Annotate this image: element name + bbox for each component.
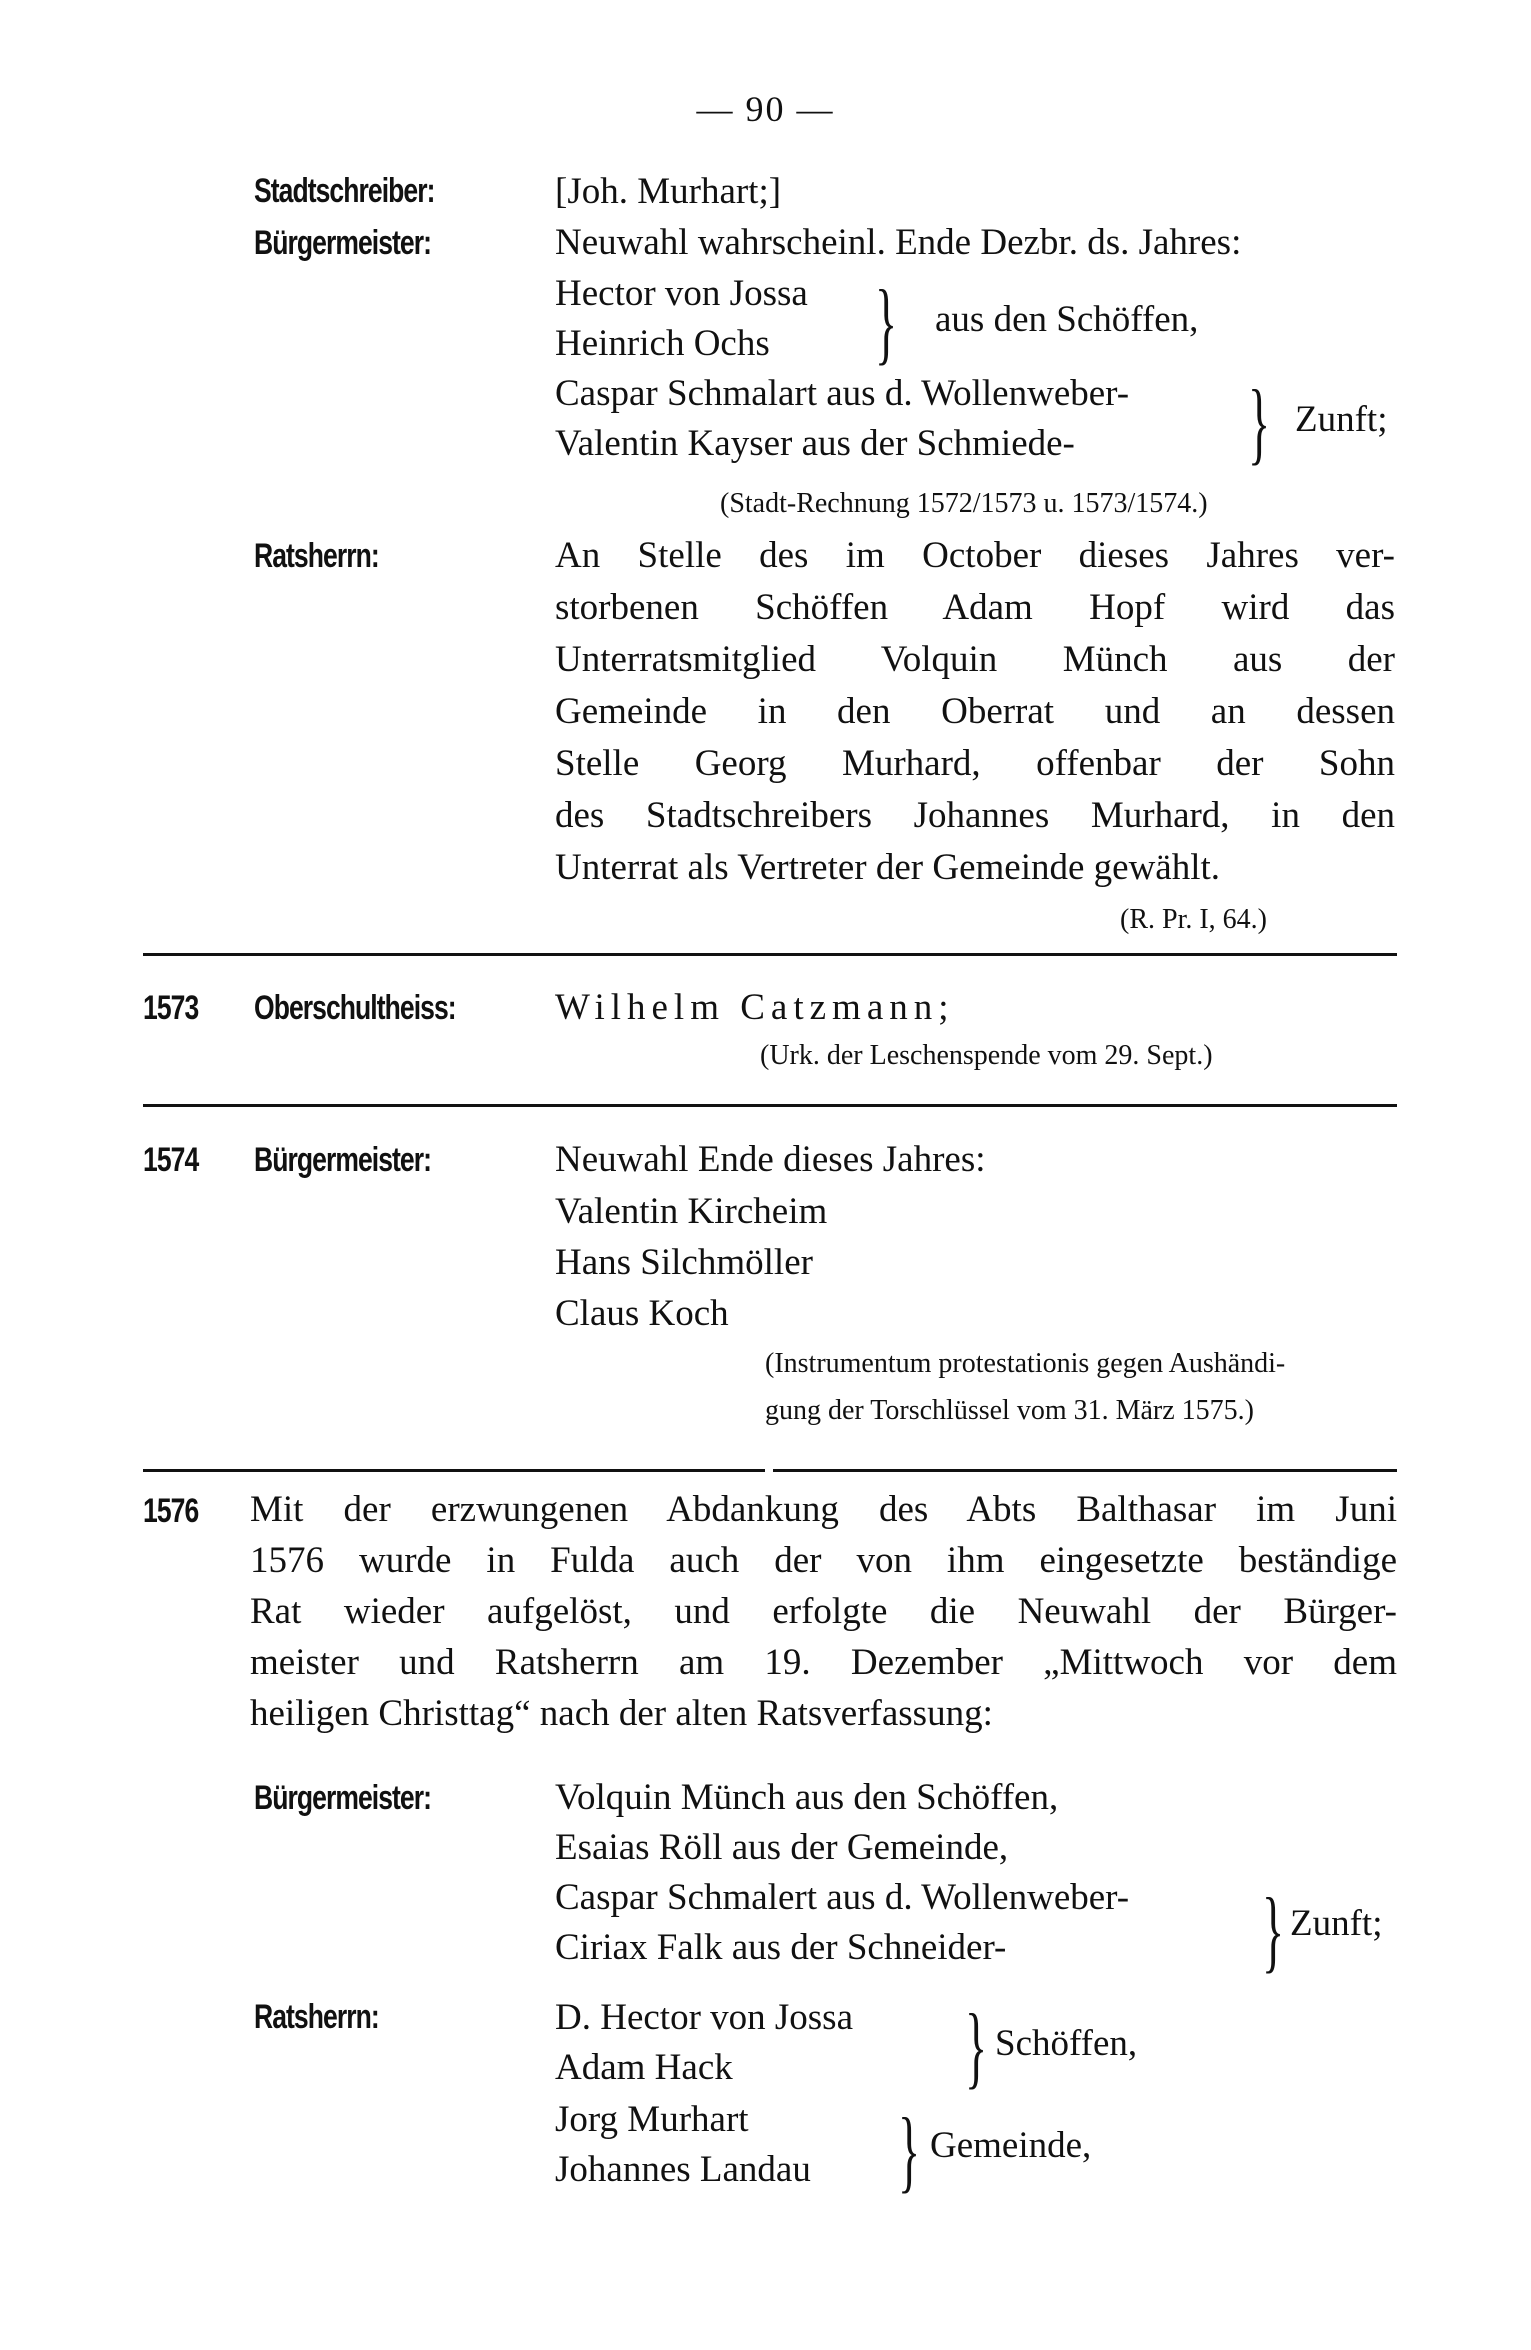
buergermeister-intro-1574: Neuwahl Ende dieses Jahres: xyxy=(555,1139,986,1180)
section-divider xyxy=(143,953,1397,956)
name-line: D. Hector von Jossa xyxy=(555,1997,854,2038)
paragraph-line: Rat wieder aufgelöst, und erfolgte die Neuwahl der Bürger- xyxy=(250,1591,1397,1632)
source-citation: (Stadt-Rechnung 1572/1573 u. 1573/1574.) xyxy=(720,488,1208,519)
group-note-zunft: Zunft; xyxy=(1295,399,1388,440)
label-ratsherrn-1576: Ratsherrn: xyxy=(254,1998,379,2036)
name-line: Hans Silchmöller xyxy=(555,1242,813,1283)
year-1576: 1576 xyxy=(143,1492,199,1530)
name-line: Valentin Kircheim xyxy=(555,1191,828,1232)
section-divider xyxy=(773,1469,1397,1472)
name-line: Caspar Schmalart aus d. Wollenweber- xyxy=(555,373,1130,414)
name-line: Volquin Münch aus den Schöffen, xyxy=(555,1777,1059,1818)
brace-icon: } xyxy=(875,271,898,373)
paragraph-line: An Stelle des im October dieses Jahres ver- xyxy=(555,535,1395,576)
brace-icon: } xyxy=(898,2099,921,2201)
source-citation: gung der Torschlüssel vom 31. März 1575.) xyxy=(765,1395,1255,1426)
name-line: Heinrich Ochs xyxy=(555,323,770,364)
group-note-zunft: Zunft; xyxy=(1290,1903,1383,1944)
brace-icon: } xyxy=(965,1995,988,2097)
label-stadtschreiber: Stadtschreiber: xyxy=(254,172,435,210)
paragraph-line: storbenen Schöffen Adam Hopf wird das xyxy=(555,587,1395,628)
label-buergermeister-1576: Bürgermeister: xyxy=(254,1779,432,1817)
name-line: Caspar Schmalert aus d. Wollenweber- xyxy=(555,1877,1130,1918)
name-line: Adam Hack xyxy=(555,2047,733,2088)
buergermeister-intro-1572: Neuwahl wahrscheinl. Ende Dezbr. ds. Jahres: xyxy=(555,222,1242,263)
name-line: Valentin Kayser aus der Schmiede- xyxy=(555,423,1075,464)
value-stadtschreiber: [Joh. Murhart;] xyxy=(555,171,782,212)
label-buergermeister-1574: Bürgermeister: xyxy=(254,1141,432,1179)
label-ratsherrn-1572: Ratsherrn: xyxy=(254,537,379,575)
paragraph-line: Gemeinde in den Oberrat und an dessen xyxy=(555,691,1395,732)
year-1574: 1574 xyxy=(143,1141,199,1179)
label-buergermeister-1572: Bürgermeister: xyxy=(254,224,432,262)
paragraph-line: Mit der erzwungenen Abdankung des Abts Balthasar im Juni xyxy=(250,1489,1397,1530)
source-citation: (R. Pr. I, 64.) xyxy=(1120,904,1267,935)
name-line: Claus Koch xyxy=(555,1293,729,1334)
group-note-gemeinde: Gemeinde, xyxy=(930,2125,1092,2166)
name-line: Jorg Murhart xyxy=(555,2099,749,2140)
paragraph-line: Stelle Georg Murhard, offenbar der Sohn xyxy=(555,743,1395,784)
section-divider xyxy=(143,1104,1397,1107)
name-line: Hector von Jossa xyxy=(555,273,808,314)
year-1573: 1573 xyxy=(143,989,199,1027)
name-line: Johannes Landau xyxy=(555,2149,811,2190)
name-line: Ciriax Falk aus der Schneider- xyxy=(555,1927,1007,1968)
brace-icon: } xyxy=(1248,371,1271,473)
label-oberschultheiss: Oberschultheiss: xyxy=(254,989,456,1027)
paragraph-line: des Stadtschreibers Johannes Murhard, in den xyxy=(555,795,1395,836)
section-divider xyxy=(143,1469,765,1472)
ratsherrn-paragraph-1572 xyxy=(555,534,1395,898)
intro-paragraph-1576 xyxy=(250,1488,1397,1743)
group-note-schoeffen: Schöffen, xyxy=(995,2023,1138,2064)
source-citation: (Instrumentum protestationis gegen Aushändi- xyxy=(765,1348,1286,1379)
source-citation: (Urk. der Leschenspende vom 29. Sept.) xyxy=(760,1040,1213,1071)
paragraph-line: meister und Ratsherrn am 19. Dezember „Mittwoch vor dem xyxy=(250,1642,1397,1683)
paragraph-line: heiligen Christtag“ nach der alten Ratsverfassung: xyxy=(250,1693,993,1734)
group-note-schoeffen: aus den Schöffen, xyxy=(935,299,1199,340)
paragraph-line: Unterratsmitglied Volquin Münch aus der xyxy=(555,639,1395,680)
brace-icon: } xyxy=(1262,1879,1285,1981)
paragraph-line: 1576 wurde in Fulda auch der von ihm eingesetzte beständige xyxy=(250,1540,1397,1581)
name-line: Esaias Röll aus der Gemeinde, xyxy=(555,1827,1009,1868)
value-oberschultheiss: Wilhelm Catzmann; xyxy=(555,987,955,1028)
paragraph-line: Unterrat als Vertreter der Gemeinde gewählt. xyxy=(555,847,1221,888)
page-number: — 90 — xyxy=(696,89,835,129)
